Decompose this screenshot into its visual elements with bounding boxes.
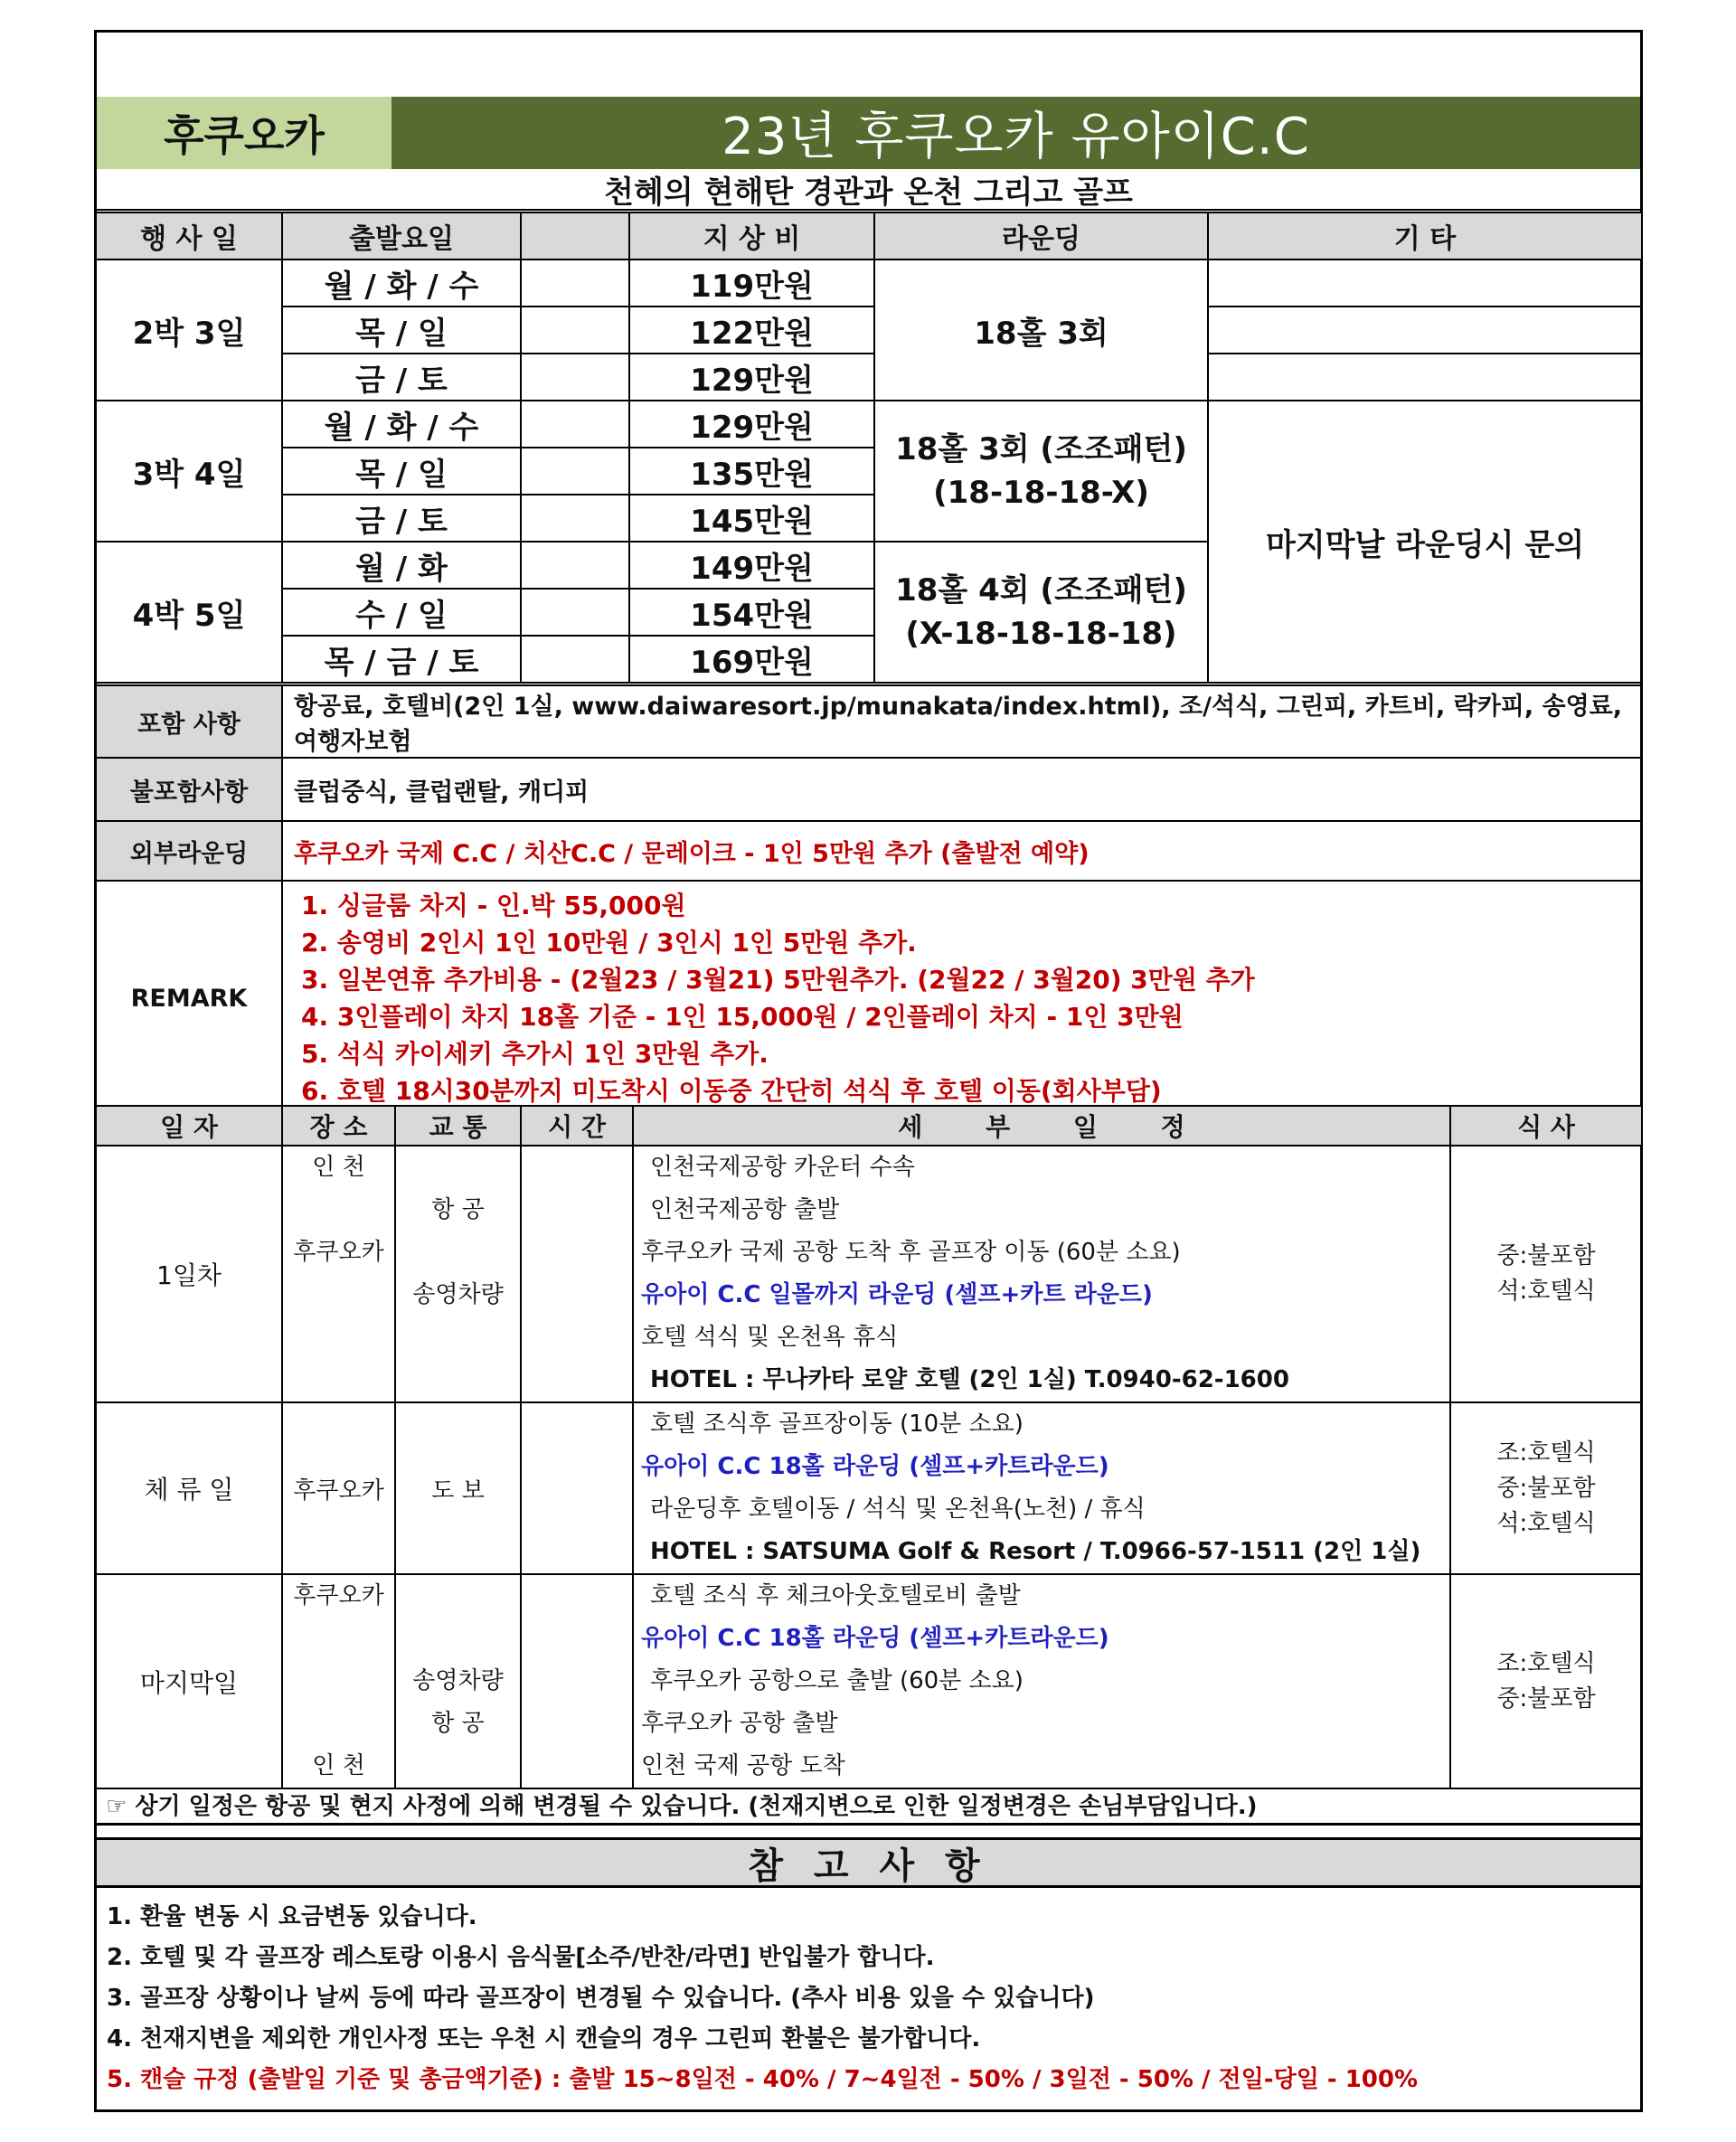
day-label: 체 류 일	[96, 1402, 282, 1574]
col-empty	[521, 212, 629, 259]
place-slot: 인 천	[312, 1752, 365, 1779]
days-cell: 월 / 화 / 수	[282, 401, 521, 448]
rounding-text: 18홀 3회 (조조패턴)	[895, 431, 1187, 467]
duration-cell: 4박 5일	[96, 542, 282, 683]
transport-slot	[396, 1745, 520, 1788]
detail-line: 후쿠오카 공항으로 출발 (60분 소요)	[650, 1667, 1024, 1694]
days-cell: 금 / 토	[282, 495, 521, 542]
detail-line: 라운딩후 호텔이동 / 석식 및 온천욕(노천) / 휴식	[650, 1496, 1146, 1523]
reference-list	[107, 1897, 1635, 2100]
transport-slot: 송영차량	[412, 1281, 504, 1308]
detail-line: 유아이 C.C 18홀 라운딩 (셀프+카트라운드)	[641, 1453, 1109, 1480]
empty-cell	[521, 448, 629, 495]
col-etc: 기 타	[1208, 212, 1642, 259]
remark-item: 1. 싱글룸 차지 - 인.박 55,000원	[301, 891, 686, 920]
table-row	[96, 307, 1642, 354]
price-cell: 169만원	[629, 636, 874, 683]
empty-cell	[521, 307, 629, 354]
place-cell	[282, 1146, 395, 1402]
external-value: 후쿠오카 국제 C.C / 치산C.C / 문레이크 - 1인 5만원 추가 (출발전 예약)	[282, 821, 1642, 881]
meal-line: 중:불포함	[1496, 1242, 1596, 1269]
remark-item: 5. 석식 카이세키 추가시 1인 3만원 추가.	[301, 1039, 769, 1069]
page-title: 23년 후쿠오카 유아이C.C	[392, 97, 1640, 169]
transport-slot	[396, 1575, 520, 1618]
remark-item: 3. 일본연휴 추가비용 - (2월23 / 3월21) 5만원추가. (2월22 / 3월20) 3만원 추가	[301, 965, 1255, 995]
excluded-value: 클럽중식, 클럽랜탈, 캐디피	[282, 758, 1642, 821]
meal-line: 조:호텔식	[1496, 1649, 1596, 1677]
schedule-table	[95, 1105, 1643, 1789]
reference-item: 3. 골프장 상황이나 날씨 등에 따라 골프장이 변경될 수 있습니다. (추사 비용 있을 수 있습니다)	[107, 1985, 1095, 2012]
days-cell: 월 / 화	[282, 542, 521, 589]
detail-line: 후쿠오카 공항 출발	[641, 1710, 838, 1737]
price-table-header	[96, 212, 1642, 259]
days-cell: 목 / 일	[282, 448, 521, 495]
subtitle: 천혜의 현해탄 경관과 온천 그리고 골프	[97, 169, 1640, 211]
table-row	[96, 881, 1642, 1116]
place-slot: 인 천	[312, 1154, 365, 1181]
place-slot	[283, 1703, 394, 1745]
time-cell	[521, 1402, 633, 1574]
empty-cell	[521, 542, 629, 589]
details-cell	[633, 1574, 1450, 1788]
empty-cell	[521, 401, 629, 448]
detail-line: 호텔 조식후 골프장이동 (10분 소요)	[650, 1411, 1024, 1438]
info-table	[95, 684, 1643, 1117]
table-row	[96, 1574, 1642, 1788]
empty-cell	[521, 259, 629, 307]
price-cell: 129만원	[629, 401, 874, 448]
meal-line: 조:호텔식	[1496, 1439, 1596, 1467]
price-cell: 119만원	[629, 259, 874, 307]
etc-cell	[1208, 354, 1642, 401]
transport-slot	[396, 1146, 520, 1189]
transport-slot: 송영차량	[412, 1667, 504, 1694]
empty-cell	[521, 495, 629, 542]
place-cell: 후쿠오카	[282, 1402, 395, 1574]
price-cell: 149만원	[629, 542, 874, 589]
col-departure-days: 출발요일	[282, 212, 521, 259]
empty-cell	[521, 354, 629, 401]
region-label: 후쿠오카	[97, 97, 392, 169]
duration-cell: 3박 4일	[96, 401, 282, 542]
price-cell: 135만원	[629, 448, 874, 495]
place-slot: 후쿠오카	[293, 1582, 384, 1609]
col-transport: 교 통	[395, 1106, 521, 1146]
place-slot: 후쿠오카	[293, 1239, 384, 1266]
col-date: 일 자	[96, 1106, 282, 1146]
schedule-notice: ☞ 상기 일정은 항공 및 현지 사정에 의해 변경될 수 있습니다. (천재지변으로 인한 일정변경은 손님부담입니다.)	[97, 1786, 1640, 1826]
remark-item: 6. 호텔 18시30분까지 미도착시 이동중 간단히 석식 후 호텔 이동(회사부담)	[301, 1076, 1162, 1106]
days-cell: 목 / 금 / 토	[282, 636, 521, 683]
days-cell: 수 / 일	[282, 589, 521, 636]
reference-item: 4. 천재지변을 제외한 개인사정 또는 우천 시 캔슬의 경우 그린피 환불은 불가합니다.	[107, 2025, 981, 2052]
table-row	[96, 821, 1642, 881]
remark-item: 4. 3인플레이 차지 18홀 기준 - 1인 15,000원 / 2인플레이 차지 - 1인 3만원	[301, 1002, 1184, 1032]
reference-item: 2. 호텔 및 각 골프장 레스토랑 이용시 음식물[소주/반찬/라면] 반입불가 합니다.	[107, 1944, 935, 1971]
detail-line: HOTEL : 무나카타 로얄 호텔 (2인 1실) T.0940-62-1600	[650, 1366, 1289, 1393]
rounding-cell: 18홀 3회	[874, 259, 1208, 401]
col-place: 장 소	[282, 1106, 395, 1146]
reference-item: 5. 캔슬 규정 (출발일 기준 및 총금액기준) : 출발 15~8일전 - 40% / 7~4일전 - 50% / 3일전 - 50% / 전일-당일 - 100%	[107, 2066, 1419, 2093]
col-details: 세 부 일 정	[633, 1106, 1450, 1146]
remark-value	[282, 881, 1642, 1116]
remark-item: 2. 송영비 2인시 1인 10만원 / 3인시 1인 5만원 추가.	[301, 928, 917, 958]
place-slot	[283, 1189, 394, 1231]
rounding-pattern: (X-18-18-18-18)	[905, 616, 1177, 652]
price-cell: 129만원	[629, 354, 874, 401]
place-slot	[283, 1618, 394, 1660]
table-row	[96, 758, 1642, 821]
detail-line: HOTEL : SATSUMA Golf & Resort / T.0966-57-1511 (2인 1실)	[650, 1538, 1421, 1565]
time-cell	[521, 1146, 633, 1402]
etc-cell	[1208, 307, 1642, 354]
price-table	[95, 212, 1643, 684]
duration-cell: 2박 3일	[96, 259, 282, 401]
table-row	[96, 259, 1642, 307]
days-cell: 금 / 토	[282, 354, 521, 401]
detail-line: 인천국제공항 출발	[650, 1196, 840, 1223]
table-row	[96, 401, 1642, 448]
rounding-pattern: (18-18-18-X)	[933, 475, 1149, 511]
remark-label: REMARK	[96, 881, 282, 1116]
transport-slot	[396, 1618, 520, 1660]
place-slot	[283, 1660, 394, 1703]
detail-line: 호텔 조식 후 체크아웃호텔로비 출발	[650, 1582, 1021, 1609]
col-meals: 식 사	[1450, 1106, 1642, 1146]
detail-line: 유아이 C.C 일몰까지 라운딩 (셀프+카트 라운드)	[641, 1281, 1153, 1308]
day-label: 1일차	[96, 1146, 282, 1402]
included-label: 포함 사항	[96, 685, 282, 758]
price-cell: 154만원	[629, 589, 874, 636]
place-slot	[283, 1359, 394, 1401]
included-value: 항공료, 호텔비(2인 1실, www.daiwaresort.jp/munakata/index.html), 조/석식, 그린피, 카트비, 락카피, 송영료, 여행자보험	[282, 685, 1642, 758]
transport-slot	[396, 1359, 520, 1401]
col-price: 지 상 비	[629, 212, 874, 259]
meals-cell	[1450, 1574, 1642, 1788]
place-slot	[283, 1316, 394, 1359]
days-cell: 월 / 화 / 수	[282, 259, 521, 307]
price-cell: 122만원	[629, 307, 874, 354]
detail-line: 후쿠오카 국제 공항 도착 후 골프장 이동 (60분 소요)	[641, 1239, 1181, 1266]
meals-cell	[1450, 1146, 1642, 1402]
etc-cell	[1208, 259, 1642, 307]
meal-line: 석:호텔식	[1496, 1509, 1596, 1537]
transport-slot: 항 공	[431, 1196, 485, 1223]
time-cell	[521, 1574, 633, 1788]
table-row	[96, 685, 1642, 758]
transport-slot: 항 공	[431, 1710, 485, 1737]
table-row	[96, 354, 1642, 401]
details-cell	[633, 1146, 1450, 1402]
transport-cell	[395, 1574, 521, 1788]
remark-list	[283, 882, 1641, 1115]
etc-note-cell: 마지막날 라운딩시 문의	[1208, 401, 1642, 683]
transport-slot	[396, 1231, 520, 1274]
excluded-label: 불포함사항	[96, 758, 282, 821]
detail-line: 호텔 석식 및 온천욕 휴식	[641, 1324, 899, 1351]
detail-line: 인천 국제 공항 도착	[641, 1752, 845, 1779]
transport-slot	[396, 1316, 520, 1359]
place-cell	[282, 1574, 395, 1788]
col-time: 시 간	[521, 1106, 633, 1146]
detail-line: 유아이 C.C 18홀 라운딩 (셀프+카트라운드)	[641, 1625, 1109, 1652]
price-cell: 145만원	[629, 495, 874, 542]
empty-cell	[521, 589, 629, 636]
day-label: 마지막일	[96, 1574, 282, 1788]
transport-cell: 도 보	[395, 1402, 521, 1574]
detail-line: 인천국제공항 카운터 수속	[650, 1154, 915, 1181]
table-row	[96, 1402, 1642, 1574]
details-cell	[633, 1402, 1450, 1574]
col-rounding: 라운딩	[874, 212, 1208, 259]
table-row	[96, 1146, 1642, 1402]
transport-cell	[395, 1146, 521, 1402]
rounding-text: 18홀 4회 (조조패턴)	[895, 572, 1187, 609]
meal-line: 중:불포함	[1496, 1474, 1596, 1502]
empty-cell	[521, 636, 629, 683]
days-cell: 목 / 일	[282, 307, 521, 354]
col-duration: 행 사 일	[96, 212, 282, 259]
meal-line: 석:호텔식	[1496, 1278, 1596, 1305]
reference-title: 참 고 사 항	[97, 1837, 1640, 1888]
rounding-cell	[874, 401, 1208, 542]
meals-cell	[1450, 1402, 1642, 1574]
external-label: 외부라운딩	[96, 821, 282, 881]
rounding-cell	[874, 542, 1208, 683]
schedule-header	[96, 1106, 1642, 1146]
reference-item: 1. 환율 변동 시 요금변동 있습니다.	[107, 1903, 477, 1930]
meal-line: 중:불포함	[1496, 1684, 1596, 1713]
place-slot	[283, 1274, 394, 1316]
